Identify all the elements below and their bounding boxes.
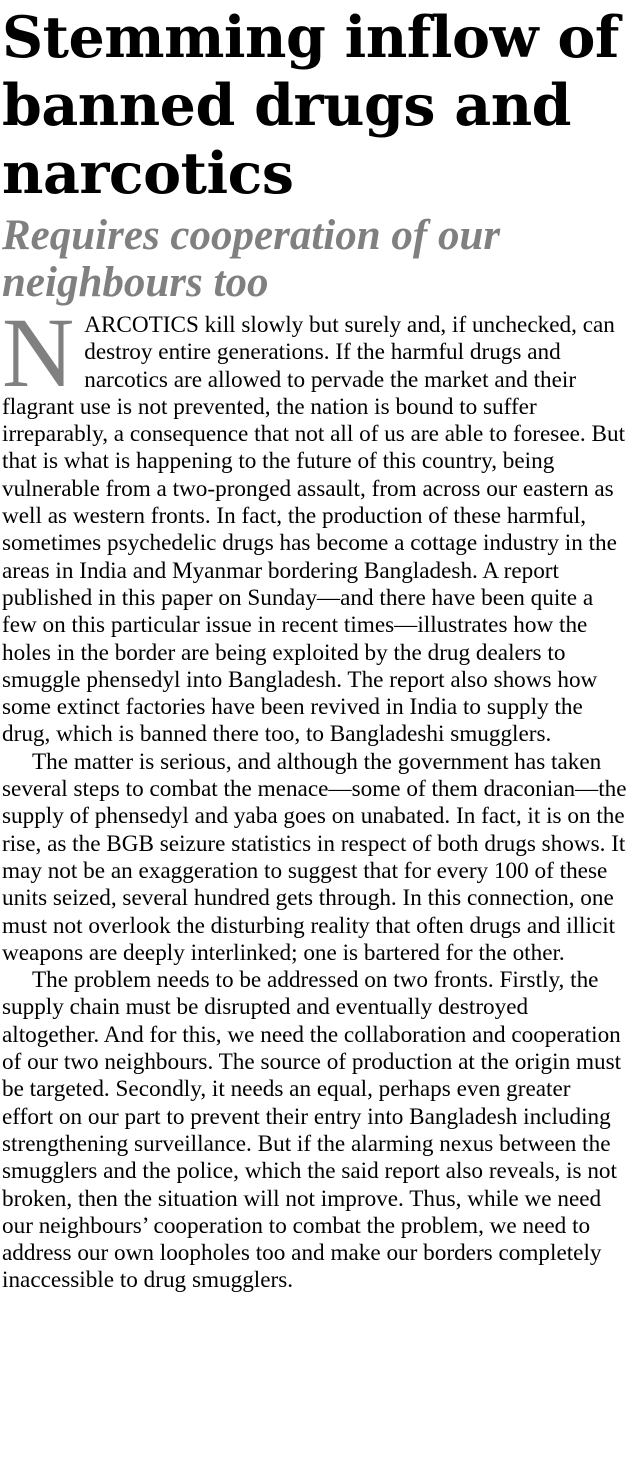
article-subheadline: Requires cooperation of our neighbours too <box>2 212 501 306</box>
article-paragraph-3: The problem needs to be addressed on two fronts. Firstly, the supply chain must be disrupted and eventually destroyed altogether. And for this, we need the collaboration and cooperation of our two neighbours. The source of production at the origin must be targeted. Secondly, it needs an equal, perhaps even greater effort on our part to prevent their entry into Bangladesh including strengthening surveillance. But if the alarming nexus between the smugglers and the police, which the said report also reveals, is not broken, then the situation will not improve. Thus, while we need our neighbours’ cooperation to combat the problem, we need to address our own loopholes too and make our borders completely inaccessible to drug smugglers. <box>2 967 622 1294</box>
paragraph-1-text: ARCOTICS kill slowly but surely and, if unchecked, can destroy entire generations. If the harmful drugs and narcotics are allowed to pervade the market and their flagrant use is not prevented, the nation is bound to suffer irreparably, a consequence that not all of us are able to foresee. But that is what is happening to the future of this country, being vulnerable from a two-pronged assault, from across our eastern as well as western fronts. In fact, the production of these harmful, sometimes psychedelic drugs has become a cottage industry in the areas in India and Myanmar bordering Bangladesh. A report published in this paper on Sunday—and there have been quite a few on this particular issue in recent times—illustrates how the holes in the border are being exploited by the drug dealers to smuggle phensedyl into Bangladesh. The report also shows how some extinct factories have been revived in India to supply the drug, which is banned there too, to Bangladeshi smugglers. <box>2 312 626 748</box>
drop-cap: N <box>2 297 75 408</box>
article-paragraph-1 <box>2 297 627 749</box>
article-body <box>2 297 627 1295</box>
editorial-article <box>0 4 629 1295</box>
article-headline: Stemming inflow of banned drugs and narcotics <box>2 4 619 207</box>
article-paragraph-2: The matter is serious, and although the government has taken several steps to combat the menace—some of them draconian—the supply of phensedyl and yaba goes on unabated. In fact, it is on the rise, as the BGB seizure statistics in respect of both drugs shows. It may not be an exaggeration to suggest that for every 100 of these units seized, several hundred gets through. In this connection, one must not overlook the disturbing reality that often drugs and illicit weapons are deeply interlinked; one is bartered for the other. <box>2 748 627 966</box>
